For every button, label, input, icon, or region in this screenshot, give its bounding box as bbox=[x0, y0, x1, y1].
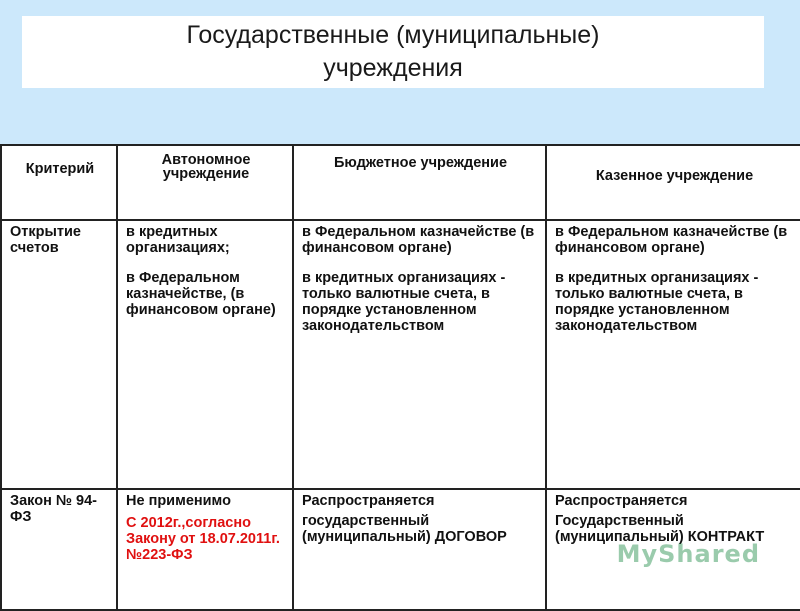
cell-state: в Федеральном казначействе (в финансовом органе) в кредитных организациях - только валютные счета, в порядке установленном законодательством bbox=[546, 220, 800, 489]
cell-budget: в Федеральном казначействе (в финансовом органе) в кредитных организациях - только валютные счета, в порядке установленном законодательством bbox=[293, 220, 546, 489]
cell-criterion: Закон № 94-ФЗ bbox=[1, 489, 117, 610]
slide-title bbox=[22, 16, 764, 88]
cell-autonomous: в кредитных организациях; в Федеральном казначействе, (в финансовом органе) bbox=[117, 220, 293, 489]
comparison-table bbox=[0, 144, 800, 611]
cell-state: Распространяется Государственный (муниципальный) КОНТРАКТ bbox=[546, 489, 800, 610]
table-header-row bbox=[1, 145, 800, 220]
title-line-1: Государственные (муниципальные) bbox=[186, 21, 600, 49]
table-row-law bbox=[1, 489, 800, 610]
title-line-2: учреждения bbox=[323, 54, 463, 82]
header-criterion: Критерий bbox=[1, 145, 117, 220]
header-budget: Бюджетное учреждение bbox=[293, 145, 546, 220]
cell-autonomous: Не применимо С 2012г.,согласно Закону от 18.07.2011г. №223-ФЗ bbox=[117, 489, 293, 610]
header-state: Казенное учреждение bbox=[546, 145, 800, 220]
watermark-logo: MyShared bbox=[616, 540, 760, 568]
table-row-accounts bbox=[1, 220, 800, 489]
cell-budget: Распространяется государственный (муниципальный) ДОГОВОР bbox=[293, 489, 546, 610]
header-autonomous: Автономное учреждение bbox=[117, 145, 293, 220]
cell-criterion: Открытие счетов bbox=[1, 220, 117, 489]
